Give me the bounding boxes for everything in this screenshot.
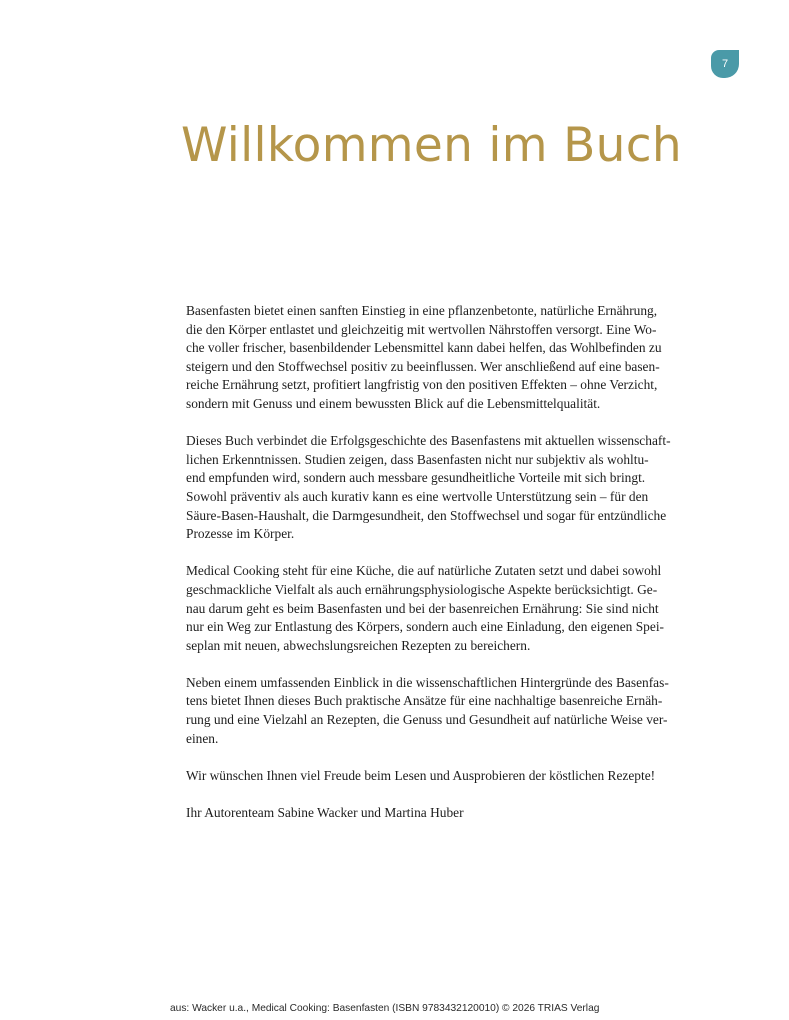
- author-signature: Ihr Autorenteam Sabine Wacker und Martina Huber: [186, 805, 464, 821]
- text-line: geschmackliche Vielfalt als auch ernährungsphysiologische Aspekte berücksichtigt. Ge-: [186, 581, 658, 597]
- text-line: reiche Ernährung setzt, profitiert langfristig von den positiven Effekten – ohne Verzicht,: [186, 377, 658, 393]
- page-number: 7: [721, 58, 729, 70]
- paragraph-overview: [186, 674, 696, 748]
- text-line: Sowohl präventiv als auch kurativ kann es eine wertvolle Unterstützung sein – für den: [186, 488, 649, 504]
- text-line: Wir wünschen Ihnen viel Freude beim Lesen und Ausprobieren der köstlichen Rezepte!: [186, 767, 656, 783]
- paragraph-science: [186, 432, 696, 544]
- page-title: Willkommen im Buch: [181, 118, 682, 173]
- paragraph-signature: [186, 804, 696, 823]
- text-line: lichen Erkenntnissen. Studien zeigen, dass Basenfasten nicht nur subjektiv als wohltu-: [186, 451, 649, 467]
- text-line: Säure-Basen-Haushalt, die Darmgesundheit, den Stoffwechsel und sogar für entzündliche: [186, 507, 667, 523]
- paragraph-intro: [186, 302, 696, 414]
- text-line: steigern und den Stoffwechsel positiv zu beeinflussen. Wer anschließend auf eine basen-: [186, 358, 660, 374]
- text-line: rung und eine Vielzahl an Rezepten, die Genuss und Gesundheit auf natürliche Weise ver-: [186, 712, 668, 728]
- text-line: die den Körper entlastet und gleichzeitig mit wertvollen Nährstoffen versorgt. Eine Wo-: [186, 321, 657, 337]
- text-line: tens bietet Ihnen dieses Buch praktische Ansätze für eine nachhaltige basenreiche Ernäh-: [186, 693, 663, 709]
- text-line: einen.: [186, 730, 219, 746]
- text-line: sondern mit Genuss und einem bewussten Blick auf die Lebensmittelqualität.: [186, 395, 601, 411]
- paragraph-wishes: [186, 767, 696, 786]
- text-line: Prozesse im Körper.: [186, 526, 295, 542]
- text-line: end empfunden wird, sondern auch messbare gesundheitliche Vorteile mit sich bringt.: [186, 470, 646, 486]
- text-line: nur ein Weg zur Entlastung des Körpers, sondern auch eine Einladung, den eigenen Spei-: [186, 619, 664, 635]
- text-line: Basenfasten bietet einen sanften Einstieg in eine pflanzenbetonte, natürliche Ernährung,: [186, 303, 658, 318]
- text-line: Medical Cooking steht für eine Küche, die auf natürliche Zutaten setzt und dabei sowohl: [186, 563, 662, 579]
- paragraph-medical-cooking: [186, 562, 696, 655]
- page-number-badge: [711, 50, 739, 78]
- text-line: Neben einem umfassenden Einblick in die wissenschaftlichen Hintergründe des Basenfas-: [186, 674, 669, 690]
- footer-credit: aus: Wacker u.a., Medical Cooking: Basenfasten (ISBN 9783432120010) © 2026 TRIAS Verlag: [170, 1003, 600, 1014]
- text-line: nau darum geht es beim Basenfasten und bei der basenreichen Ernährung: Sie sind nicht: [186, 600, 659, 616]
- text-line: che voller frischer, basenbildender Lebensmittel kann dabei helfen, das Wohlbefinden zu: [186, 340, 662, 356]
- text-line: Dieses Buch verbindet die Erfolgsgeschichte des Basenfastens mit aktuellen wissenschaft-: [186, 433, 671, 449]
- body-text: [186, 302, 696, 841]
- text-line: seplan mit neuen, abwechslungsreichen Rezepten zu bereichern.: [186, 637, 531, 653]
